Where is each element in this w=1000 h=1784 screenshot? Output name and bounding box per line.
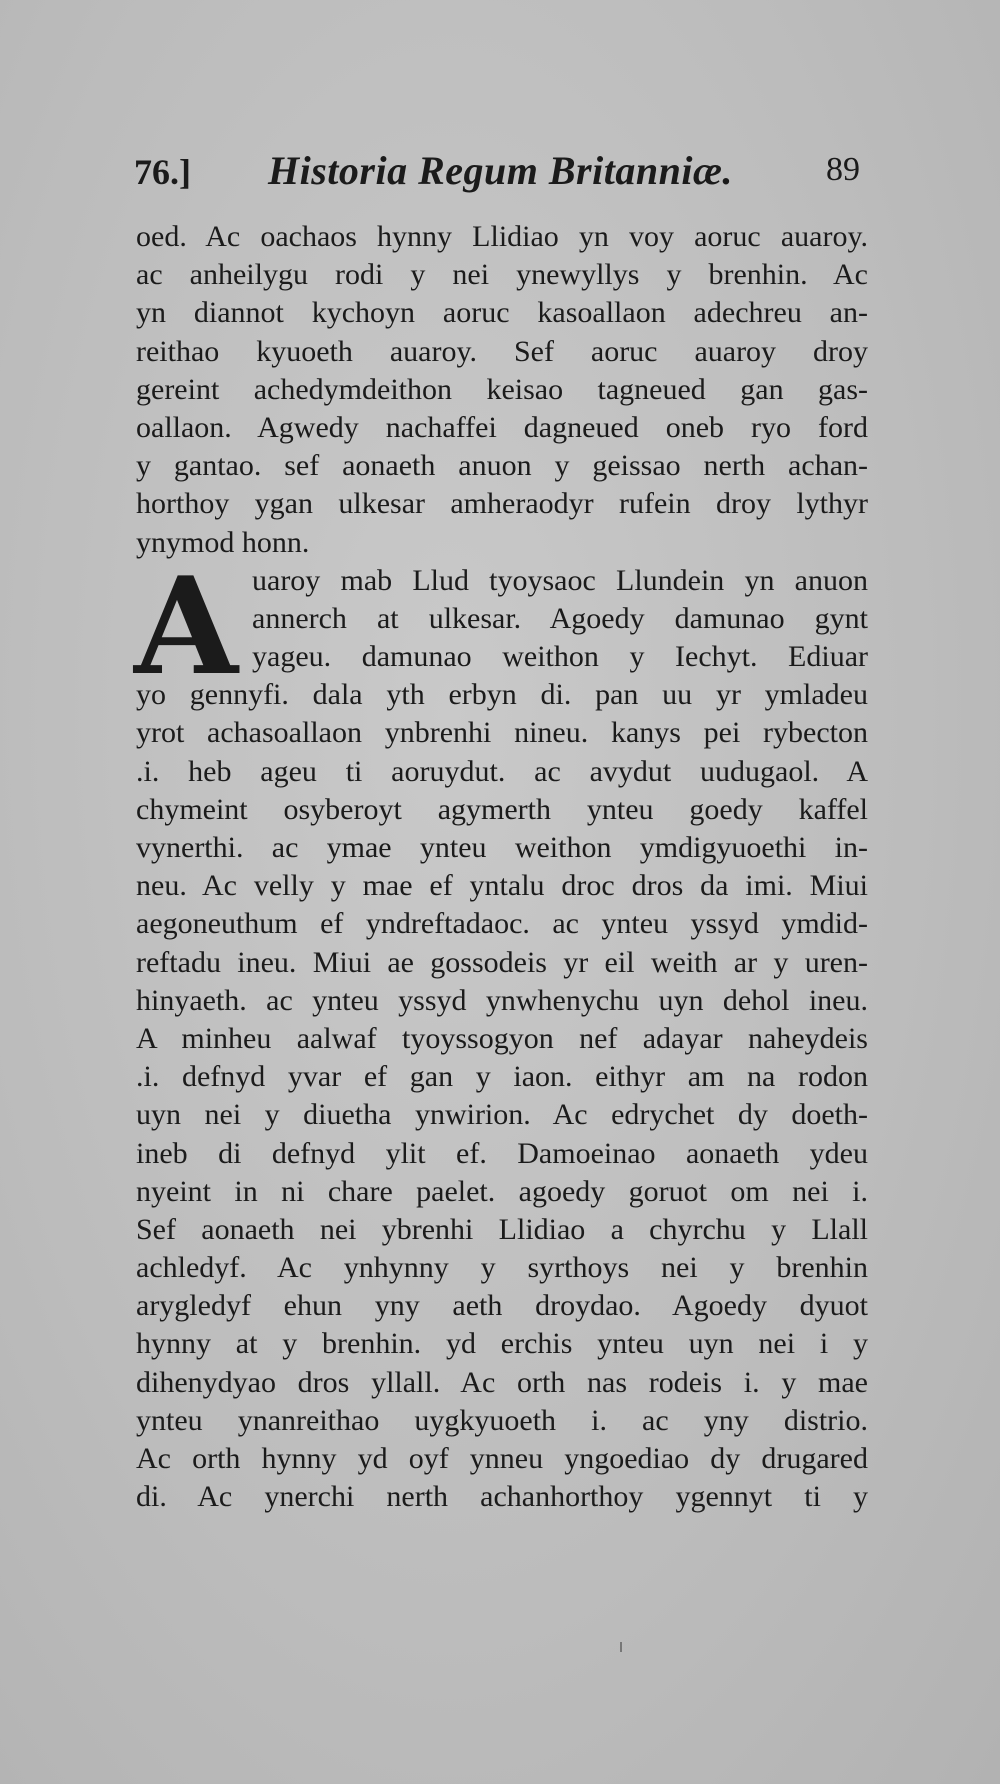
text-line: ynymod honn.: [136, 525, 310, 559]
text-line: annerch at ulkesar. Agoedy damunao gynt: [252, 601, 868, 635]
text-line: y gantao. sef aonaeth anuon y geissao nerth achan-: [136, 449, 868, 483]
text-line: di. Ac ynerchi nerth achanhorthoy ygennyt ti y: [136, 1480, 868, 1514]
running-title: Historia Regum Britanniæ.: [268, 148, 733, 193]
text-line: yageu. damunao weithon y Iechyt. Ediuar: [252, 640, 868, 674]
drop-cap-letter: A: [134, 547, 238, 705]
text-line: Ac orth hynny yd oyf ynneu yngoediao dy drugared: [136, 1442, 868, 1475]
text-line: yrot achasoallaon ynbrenhi nineu. kanys pei rybecton: [136, 716, 868, 750]
text-line: dihenydyao dros yllall. Ac orth nas rodeis i. y mae: [136, 1365, 868, 1399]
text-line: ynteu ynanreithao uygkyuoeth i. ac yny distrio.: [136, 1403, 868, 1437]
section-number: 76.]: [134, 152, 191, 192]
text-line: horthoy ygan ulkesar amheraodyr rufein droy lythyr: [136, 487, 868, 521]
text-line: gereint achedymdeithon keisao tagneued gan gas-: [136, 372, 868, 406]
text-line: uyn nei y diuetha ynwirion. Ac edrychet dy doeth-: [136, 1098, 868, 1132]
text-line: arygledyf ehun yny aeth droydao. Agoedy dyuot: [136, 1289, 868, 1323]
text-line: ineb di defnyd ylit ef. Damoeinao aonaeth ydeu: [136, 1136, 868, 1170]
text-line: oed. Ac oachaos hynny Llidiao yn voy aoruc auaroy.: [136, 220, 868, 253]
text-line: nyeint in ni chare paelet. agoedy goruot om nei i.: [136, 1174, 868, 1208]
text-line: achledyf. Ac ynhynny y syrthoys nei y brenhin: [136, 1251, 868, 1285]
text-line: yn diannot kychoyn aoruc kasoallaon adechreu an-: [136, 296, 868, 330]
text-line: aegoneuthum ef yndreftadaoc. ac ynteu yssyd ymdid-: [136, 907, 868, 941]
text-line: reftadu ineu. Miui ae gossodeis yr eil weith ar y uren-: [136, 945, 868, 979]
text-line: .i. defnyd yvar ef gan y iaon. eithyr am na rodon: [136, 1060, 868, 1094]
page-number: 89: [826, 151, 860, 188]
body-text: [136, 218, 868, 1516]
text-line: vynerthi. ac ymae ynteu weithon ymdigyuoethi in-: [136, 831, 868, 864]
text-line: hynny at y brenhin. yd erchis ynteu uyn nei i y: [136, 1327, 868, 1361]
text-line: uaroy mab Llud tyoysaoc Llundein yn anuon: [252, 563, 868, 597]
text-line: .i. heb ageu ti aoruydut. ac avydut uudugaol. A: [136, 754, 868, 788]
text-line: neu. Ac velly y mae ef yntalu droc dros da imi. Miui: [136, 869, 868, 903]
text-line: Sef aonaeth nei ybrenhi Llidiao a chyrchu y Llall: [136, 1212, 868, 1246]
paper-speck: [620, 1642, 622, 1652]
running-header: [134, 143, 860, 197]
text-line: reithao kyuoeth auaroy. Sef aoruc auaroy droy: [136, 334, 868, 368]
text-line: yo gennyfi. dala yth erbyn di. pan uu yr ymladeu: [136, 678, 868, 712]
text-line: A minheu aalwaf tyoyssogyon nef adayar naheydeis: [136, 1021, 868, 1055]
text-line: chymeint osyberoyt agymerth ynteu goedy kaffel: [136, 792, 868, 826]
text-line: hinyaeth. ac ynteu yssyd ynwhenychu uyn dehol ineu.: [136, 983, 868, 1017]
text-line: oallaon. Agwedy nachaffei dagneued oneb ryo ford: [136, 410, 868, 444]
text-line: ac anheilygu rodi y nei ynewyllys y brenhin. Ac: [136, 258, 868, 292]
